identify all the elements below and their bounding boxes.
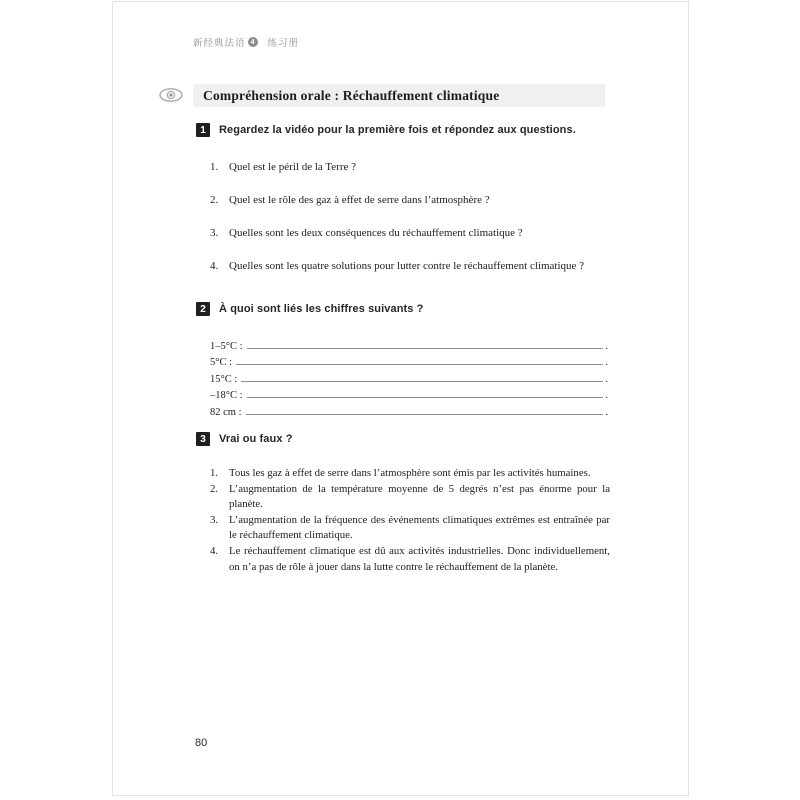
question-text: Quelles sont les quatre solutions pour lutter contre le réchauffement climatique ? [229, 260, 585, 272]
exercise-1-instruction: Regardez la vidéo pour la première fois et répondez aux questions. [219, 124, 576, 136]
exercise-3-heading [196, 432, 610, 446]
statement-number: 3. [210, 513, 219, 526]
fill-in-suffix: . [605, 406, 608, 418]
section-title: Compréhension orale : Réchauffement climatique [203, 87, 500, 103]
fill-in-row [210, 353, 608, 369]
statement-number: 1. [210, 467, 219, 479]
volume-number-badge: 4 [248, 37, 258, 47]
statement-item [210, 544, 610, 575]
question-text: Quelles sont les deux conséquences du réchauffement climatique ? [229, 227, 523, 239]
fill-in-label: –18°C : [210, 390, 243, 402]
question-text: Quel est le rôle des gaz à effet de serre dans l’atmosphère ? [229, 194, 490, 206]
exercise-1-heading [196, 123, 610, 137]
exercise-3-instruction: Vrai ou faux ? [219, 433, 293, 445]
question-number: 2. [210, 194, 219, 206]
fill-in-label: 15°C : [210, 373, 238, 385]
fill-in-suffix: . [605, 373, 608, 385]
fill-in-label: 82 cm : [210, 406, 242, 418]
exercise-1-number-badge: 1 [196, 123, 210, 137]
question-item [210, 159, 610, 175]
answer-blank-line [246, 403, 604, 415]
exercise-2-blank-list [210, 337, 608, 419]
question-item [210, 192, 610, 208]
exercise-3-statement-list [210, 466, 610, 575]
fill-in-label: 5°C : [210, 357, 232, 369]
question-item [210, 258, 610, 274]
fill-in-suffix: . [605, 357, 608, 369]
exercise-3 [196, 432, 610, 575]
statement-number: 2. [210, 482, 219, 495]
section-title-bar [193, 84, 605, 107]
running-header [193, 35, 299, 49]
statement-text: Le réchauffement climatique est dû aux activités industrielles. Donc individuellement, on n’a pas de rôle à jouer dans la lutte contre le réchauffement de la planète. [229, 544, 610, 573]
question-number: 4. [210, 260, 219, 272]
statement-text: L’augmentation de la fréquence des événements climatiques extrêmes est entraînée par le réchauffement climatique. [229, 513, 610, 542]
statement-text: Tous les gaz à effet de serre dans l’atmosphère sont émis par les activités humaines. [229, 467, 591, 479]
fill-in-row [210, 337, 608, 353]
eye-icon [158, 86, 184, 104]
answer-blank-line [247, 337, 604, 349]
answer-blank-line [247, 386, 604, 398]
exercise-2-heading [196, 302, 610, 316]
fill-in-suffix: . [605, 390, 608, 402]
question-item [210, 225, 610, 241]
fill-in-label: 1–5°C : [210, 341, 243, 352]
question-number: 1. [210, 161, 219, 173]
statement-item [210, 466, 610, 482]
book-type-label: 练习册 [267, 38, 300, 49]
question-text: Quel est le péril de la Terre ? [229, 161, 356, 173]
exercise-1 [196, 123, 610, 291]
exercise-3-number-badge: 3 [196, 432, 210, 446]
workbook-page [112, 1, 689, 796]
statement-item [210, 482, 610, 513]
series-title: 新经典法语 [193, 38, 246, 49]
fill-in-suffix: . [605, 341, 608, 352]
question-number: 3. [210, 227, 219, 239]
page-number: 80 [195, 737, 208, 749]
fill-in-row [210, 403, 608, 419]
fill-in-row [210, 386, 608, 402]
exercise-2-instruction: À quoi sont liés les chiffres suivants ? [219, 303, 424, 315]
answer-blank-line [241, 370, 603, 382]
exercise-2 [196, 302, 610, 419]
fill-in-row [210, 370, 608, 386]
statement-number: 4. [210, 544, 219, 557]
exercise-1-question-list [210, 159, 610, 274]
exercise-2-number-badge: 2 [196, 302, 210, 316]
statement-item [210, 513, 610, 544]
statement-text: L’augmentation de la température moyenne de 5 degrés n’est pas énorme pour la planète. [229, 482, 610, 511]
answer-blank-line [236, 353, 603, 365]
